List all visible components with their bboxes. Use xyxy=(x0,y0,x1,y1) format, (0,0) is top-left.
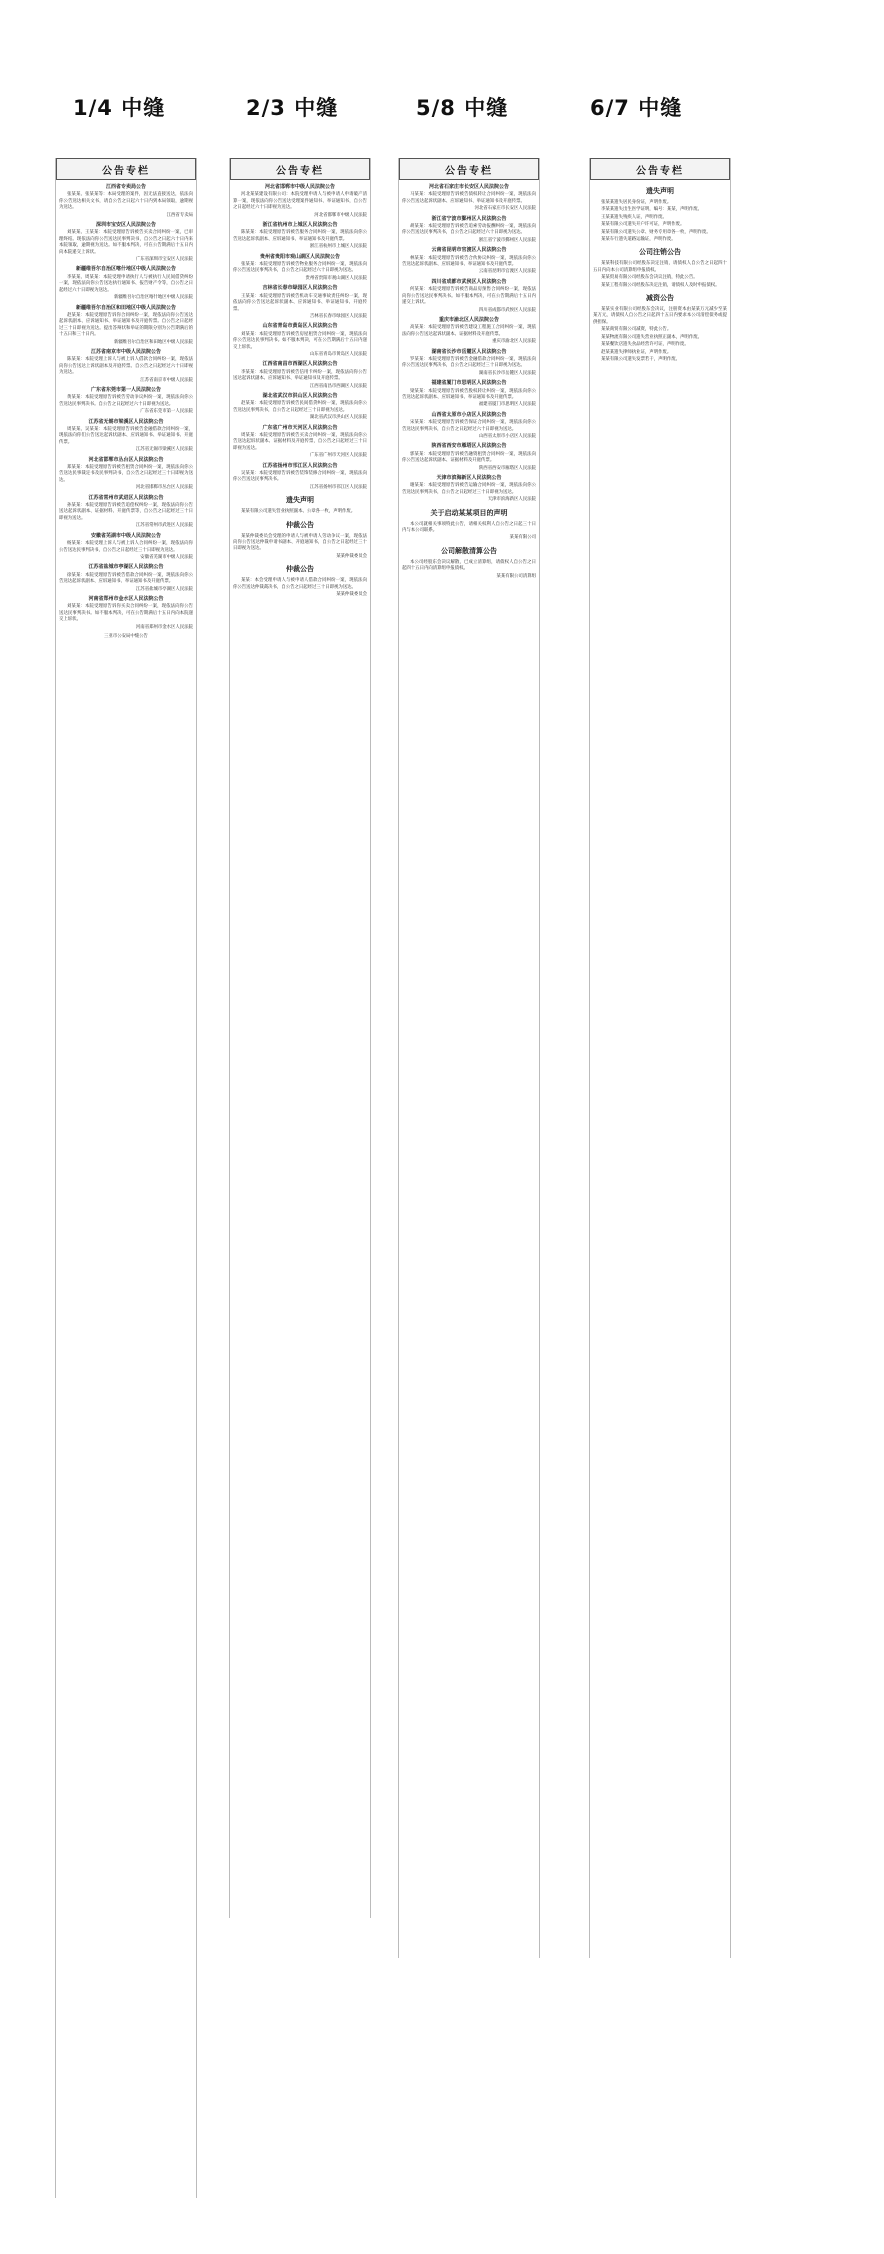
notice-title: 河北省邯郸市中级人民法院公告 xyxy=(264,184,335,190)
notice-title: 山东省青岛市黄岛区人民法院公告 xyxy=(262,323,338,330)
notice-sign: 吉林省长春市绿园区人民法院 xyxy=(309,313,367,319)
notice-title: 安徽省芜湖市中级人民法院公告 xyxy=(90,532,161,539)
notice-text: 赵某某遗失律师执业证，声明作废。 xyxy=(601,349,672,355)
notice-text: 张某某遗失居民身份证，声明作废。 xyxy=(601,200,672,205)
notice-title: 广东省广州市天河区人民法院公告 xyxy=(262,424,338,431)
notice-title: 陕西省西安市雁塔区人民法院公告 xyxy=(431,443,507,450)
notice-text: 郭某某：本院受理原告诉被告融资租赁合同纠纷一案，现依法向你公告送达起诉状副本、证据材料及开庭传票。 xyxy=(402,451,536,464)
notice-text: 某某贸易有限公司经股东会决议注销，特此公告。 xyxy=(601,275,698,281)
notice-text: 李某某、周某某：本院受理申请执行人与被执行人民间借贷纠纷一案，现依法向你公告送达执行通知书、报告财产令等，自公告之日起经过六十日即视为送达。 xyxy=(59,274,193,293)
notice-sign: 某某仲裁委员会 xyxy=(336,592,367,598)
notice-title: 广东省东莞市第一人民法院公告 xyxy=(90,386,161,393)
notice-title: 深圳市宝安区人民法院公告 xyxy=(95,222,156,229)
notice-text: 某某有限公司遗失营业执照副本、公章各一枚，声明作废。 xyxy=(241,509,356,515)
notice-text: 刘某某、王某某：本院受理原告诉被告买卖合同纠纷一案，已审理终结。现依法向你公告送达民事判决书，自公告之日起六十日内来本院领取，逾期视为送达。如不服本判决，可在公告期满后十五日内向本院递交上诉状。 xyxy=(59,230,193,255)
notice-text: 张某某、张某某等：本局受理的案件，因无法直接送达，依法向你公告送达相关文书，请自公告之日起六十日内到本局领取，逾期视为送达。 xyxy=(59,192,193,211)
notice-sign: 湖南省长沙市岳麓区人民法院 xyxy=(478,370,536,376)
notice-title: 福建省厦门市思明区人民法院公告 xyxy=(431,380,507,387)
notice-title: 重庆市渝北区人民法院公告 xyxy=(438,316,499,323)
notice-text: 某某商贸有限公司减资，特此公告。 xyxy=(601,327,672,333)
section-heading: 仲裁公告 xyxy=(286,520,314,529)
notice-sign: 某某有限公司清算组 xyxy=(496,573,536,579)
section-heading: 关于启动某某项目的声明 xyxy=(430,508,508,517)
notice-sign: 贵州省贵阳市观山湖区人民法院 xyxy=(305,275,367,281)
notice-title: 河南省郑州市金水区人民法院公告 xyxy=(88,595,164,602)
notice-sign: 河北省石家庄市长安区人民法院 xyxy=(474,206,536,212)
notice-column xyxy=(55,158,197,2198)
column-body xyxy=(399,180,539,585)
notice-text: 何某某：本院受理原告诉被告商品房预售合同纠纷一案，现依法向你公告送达民事判决书。如不服本判决，可在公告期满后十五日内递交上诉状。 xyxy=(402,287,536,306)
column-header: 公告专栏 xyxy=(230,158,370,180)
notice-sign: 新疆维吾尔自治区和田地区中级人民法院 xyxy=(113,339,193,345)
notice-title: 江苏省扬州市邗江区人民法院公告 xyxy=(262,462,338,469)
notice-text: 高某某：本院受理原告诉被告建设工程施工合同纠纷一案，现依法向你公告送达起诉状副本、证据材料及开庭传票。 xyxy=(402,325,536,337)
notice-sign: 河北省邯郸市中级人民法院 xyxy=(314,212,367,218)
notice-sign: 福建省厦门市思明区人民法院 xyxy=(478,402,536,408)
notice-sign: 陕西省西安市雁塔区人民法院 xyxy=(478,465,536,471)
notice-title: 江苏省南京市中级人民法院公告 xyxy=(90,348,161,355)
notice-text: 郑某某：本院受理原告诉被告租赁合同纠纷一案，现依法向你公告送达民事裁定书及民事判决书，自公告之日起经过三十日即视为送达。 xyxy=(59,465,193,483)
notice-text: 吴某某：本院受理原告诉被告装饰装修合同纠纷一案，现依法向你公告送达民事判决书。 xyxy=(233,471,367,483)
notice-text: 刘某某：本院受理原告诉你买卖合同纠纷一案，现依法向你公告送达民事判决书。如不服本判决，可在公告期满后十五日内向本院递交上诉状。 xyxy=(59,604,193,623)
column-footer: 三亚市公安局中缝公告 xyxy=(104,633,148,639)
notice-title: 新疆维吾尔自治区喀什地区中级人民法院公告 xyxy=(75,266,176,273)
notice-sign: 河北省邯郸市丛台区人民法院 xyxy=(135,485,193,491)
notice-sign: 浙江省宁波市鄞州区人民法院 xyxy=(478,237,536,243)
notice-text: 陈某某：本院受理原告诉被告服务合同纠纷一案，现依法向你公告送达起诉状副本、应诉通知书、举证通知书及开庭传票。 xyxy=(233,230,367,242)
notice-title: 浙江省杭州市上城区人民法院公告 xyxy=(262,222,338,229)
notice-sign: 浙江省杭州市上城区人民法院 xyxy=(309,244,367,250)
notice-text: 本公司就相关事项特此公告，请相关权利人自公告之日起三十日内与本公司联系。 xyxy=(402,521,536,534)
notice-title: 新疆维吾尔自治区和田地区中级人民法院公告 xyxy=(75,304,176,311)
notice-text: 某某科技有限公司经股东决定注销，请债权人自公告之日起四十五日内向本公司清算组申报债权。 xyxy=(593,261,727,273)
notice-sign: 广东省广州市天河区人民法院 xyxy=(309,453,367,459)
notice-text: 某某工程有限公司经股东决定注销，请债权人及时申报债权。 xyxy=(601,282,720,288)
notice-sign: 天津市滨海新区人民法院 xyxy=(487,497,536,503)
notice-text: 周某某：本院受理原告诉被告买卖合同纠纷一案，现依法向你公告送达起诉状副本、证据材料及开庭传票，自公告之日起经过三十日即视为送达。 xyxy=(233,433,367,451)
notice-text: 陈某某：本院受理上诉人与被上诉人借款合同纠纷一案，现依法向你公告送达上诉状副本及开庭传票。自公告之日起经过六十日即视为送达。 xyxy=(59,357,193,376)
section-heading: 公司注销公告 xyxy=(639,248,681,257)
notice-text: 本公司经股东会决议解散，已成立清算组，请债权人自公告之日起四十五日内向清算组申报债权。 xyxy=(402,559,536,572)
section-heading: 遗失声明 xyxy=(646,187,674,195)
notice-sign: 新疆维吾尔自治区喀什地区中级人民法院 xyxy=(113,295,193,301)
notice-column xyxy=(229,158,371,1918)
notice-sign: 江苏省南京市中级人民法院 xyxy=(140,377,193,383)
notice-title: 江苏省盐城市亭湖区人民法院公告 xyxy=(88,564,164,571)
notice-text: 李某某遗失出生医学证明，编号：某某，声明作废。 xyxy=(601,207,702,213)
page-label: 2/3 中缝 xyxy=(246,96,339,120)
notice-text: 某某：本会受理申请人与被申请人借款合同纠纷一案，现依法向你公告送达仲裁裁决书，自公告之日起经过三十日即视为送达。 xyxy=(233,578,367,590)
notice-sign: 山西省太原市小店区人民法院 xyxy=(478,434,536,439)
notice-text: 刘某某：本院受理原告诉被告房屋租赁合同纠纷一案，现依法向你公告送达民事判决书。如不服本判决，可在公告期满后十五日内递交上诉状。 xyxy=(233,331,367,350)
notice-text: 某某物流有限公司遗失营业执照正副本，声明作废。 xyxy=(601,334,702,340)
notice-sign: 某某有限公司 xyxy=(509,535,536,541)
notice-text: 谢某某：本院受理原告诉被告运输合同纠纷一案，现依法向你公告送达民事判决书，自公告之日起经过三十日即视为送达。 xyxy=(402,483,536,495)
section-heading: 仲裁公告 xyxy=(286,565,314,574)
notice-title: 山西省太原市小店区人民法院公告 xyxy=(431,411,507,418)
notice-title: 河北省邯郸市丛台区人民法院公告 xyxy=(88,456,164,463)
section-heading: 减资公告 xyxy=(646,294,674,303)
section-heading: 公司解散清算公告 xyxy=(441,546,497,555)
notice-sign: 山东省青岛市黄岛区人民法院 xyxy=(309,351,367,357)
notice-text: 梁某某：本院受理原告诉被告股权转让纠纷一案，现依法向你公告送达起诉状副本、应诉通知书、举证通知书及开庭传票。 xyxy=(402,388,536,400)
page-label: 5/8 中缝 xyxy=(416,96,509,120)
notice-column xyxy=(589,158,731,1958)
column-header: 公告专栏 xyxy=(56,158,196,180)
notice-sign: 重庆市渝北区人民法院 xyxy=(492,339,536,345)
column-body xyxy=(590,180,730,366)
notice-text: 马某某：本院受理原告诉被告债权转让合同纠纷一案，现依法向你公告送达起诉状副本、应诉通知书、举证通知书及开庭传票。 xyxy=(402,192,536,204)
notice-sign: 四川省成都市武侯区人民法院 xyxy=(478,307,536,313)
notice-text: 河北某某建设有限公司：本院受理申请人与被申请人申请破产清算一案，现依法向你公告送达受理案件通知书、举证通知书，自公告之日起经过六十日即视为送达。 xyxy=(233,192,367,211)
page-label: 6/7 中缝 xyxy=(590,96,683,120)
notice-sign: 广东省东莞市第一人民法院 xyxy=(140,409,193,415)
notice-text: 某某有限公司遗失发票若干，声明作废。 xyxy=(601,356,681,362)
notice-sign: 江苏省盐城市亭湖区人民法院 xyxy=(135,586,193,592)
notice-text: 王某某：本院受理原告诉被告机动车交通事故责任纠纷一案，现依法向你公告送达起诉状副本、应诉通知书、举证通知书、开庭传票。 xyxy=(233,293,367,312)
notice-text: 孙某某：本院受理原告诉被告追偿权纠纷一案，现依法向你公告送达起诉状副本、证据材料、开庭传票等，自公告之日起经过三十日即视为送达。 xyxy=(59,503,193,521)
notice-title: 江苏省无锡市梁溪区人民法院公告 xyxy=(88,418,164,425)
notice-text: 王某某遗失残疾人证，声明作废。 xyxy=(601,214,667,220)
notice-text: 张某某：本院受理原告诉被告物业服务合同纠纷一案，现依法向你公告送达民事判决书，自公告之日起经过六十日即视为送达。 xyxy=(233,262,367,274)
notice-title: 贵州省贵阳市观山湖区人民法院公告 xyxy=(259,253,340,260)
notice-sign: 江苏省扬州市邗江区人民法院 xyxy=(309,484,367,490)
notice-text: 赵某某：本院受理原告诉被告民间借贷纠纷一案，现依法向你公告送达民事判决书，自公告之日起经过三十日即视为送达。 xyxy=(233,401,367,413)
notice-title: 四川省成都市武侯区人民法院公告 xyxy=(431,278,507,285)
notice-text: 某某实业有限公司经股东会决议，注册资本由某某万元减少至某某万元，请债权人自公告之日起四十五日内要求本公司清偿债务或提供担保。 xyxy=(593,307,727,325)
notice-sign: 江西省专卖局 xyxy=(166,212,193,218)
notice-text: 某某有限公司遗失开户许可证，声明作废。 xyxy=(601,222,685,228)
notice-title: 湖北省武汉市洪山区人民法院公告 xyxy=(262,392,338,399)
notice-text: 某某餐饮店遗失食品经营许可证，声明作废。 xyxy=(601,342,689,348)
notice-title: 湖南省长沙市岳麓区人民法院公告 xyxy=(431,348,507,355)
notice-sign: 江苏省无锡市梁溪区人民法院 xyxy=(135,447,193,453)
notice-text: 黄某某：本院受理原告诉被告劳动争议纠纷一案，现依法向你公告送达民事判决书。自公告之日起经过六十日即视为送达。 xyxy=(59,395,193,407)
notice-text: 赵某某：本院受理原告诉你合同纠纷一案，现依法向你公告送达起诉状副本、应诉通知书、举证通知书及开庭传票。自公告之日起经过三十日即视为送达。提出答辩状和举证的期限分别为公告期满后的十五日和三十日内。 xyxy=(59,312,193,338)
notice-sign: 河南省郑州市金水区人民法院 xyxy=(135,624,193,630)
column-body xyxy=(230,180,370,604)
section-heading: 遗失声明 xyxy=(286,496,314,505)
notice-text: 胡某某：本院受理原告诉被告追索劳动报酬纠纷一案，现依法向你公告送达民事判决书，自公告之日起经过六十日即视为送达。 xyxy=(402,224,536,236)
notice-text: 某某车行遗失道路运输证，声明作废。 xyxy=(601,237,676,243)
notice-sign: 江西省南昌市西湖区人民法院 xyxy=(309,383,367,389)
column-header: 公告专栏 xyxy=(399,158,539,180)
notice-text: 林某某：本院受理原告诉被告合伙协议纠纷一案，现依法向你公告送达起诉状副本、应诉通知书、举证通知书及开庭传票。 xyxy=(402,255,536,268)
notice-text: 徐某某：本院受理原告诉被告借款合同纠纷一案，现依法向你公告送达起诉状副本、应诉通知书、举证通知书及开庭传票。 xyxy=(59,572,193,585)
column-body xyxy=(56,180,196,642)
notice-text: 宋某某：本院受理原告诉被告保证合同纠纷一案，现依法向你公告送达民事判决书，自公告之日起经过六十日即视为送达。 xyxy=(402,420,536,432)
notice-text: 某某仲裁委员会受理的申请人与被申请人劳动争议一案，现依法向你公告送达仲裁申请书副本、开庭通知书，自公告之日起经过三十日即视为送达。 xyxy=(233,533,367,552)
notice-column xyxy=(398,158,540,1958)
notice-title: 浙江省宁波市鄞州区人民法院公告 xyxy=(431,215,507,222)
notice-text: 罗某某：本院受理原告诉被告金融借款合同纠纷一案，现依法向你公告送达民事判决书，自公告之日起经过三十日即视为送达。 xyxy=(402,356,536,369)
notice-title: 江苏省常州市武进区人民法院公告 xyxy=(88,494,164,501)
notice-title: 江西省专卖局公告 xyxy=(105,184,146,190)
notice-title: 吉林省长春市绿园区人民法院公告 xyxy=(262,285,338,292)
notice-title: 河北省石家庄市长安区人民法院公告 xyxy=(428,184,509,190)
notice-sign: 某某仲裁委员会 xyxy=(336,553,367,559)
notice-text: 某某有限公司遗失公章、财务专用章各一枚，声明作废。 xyxy=(601,229,711,235)
notice-sign: 云南省昆明市官渡区人民法院 xyxy=(478,269,536,275)
notice-title: 云南省昆明市官渡区人民法院公告 xyxy=(431,247,507,254)
notice-sign: 广东省深圳市宝安区人民法院 xyxy=(135,257,193,263)
notice-text: 杨某某：本院受理上诉人与被上诉人合同纠纷一案，现依法向你公告送达民事判决书，自公告之日起经过三十日即视为送达。 xyxy=(59,541,193,553)
notice-text: 周某某、吴某某：本院受理原告诉被告金融借款合同纠纷一案，现依法向你们公告送达起诉状副本、应诉通知书、举证通知书、开庭传票。 xyxy=(59,427,193,445)
notice-sign: 江苏省常州市武进区人民法院 xyxy=(135,523,193,529)
notice-title: 天津市滨海新区人民法院公告 xyxy=(436,475,502,482)
notice-sign: 湖北省武汉市洪山区人民法院 xyxy=(309,415,367,421)
notice-text: 李某某：本院受理原告诉被告信用卡纠纷一案，现依法向你公告送达起诉状副本、应诉通知书、举证通知书及开庭传票。 xyxy=(233,369,367,382)
notice-title: 江西省南昌市西湖区人民法院公告 xyxy=(262,361,338,368)
page-label: 1/4 中缝 xyxy=(73,96,166,120)
column-header: 公告专栏 xyxy=(590,158,730,180)
notice-sign: 安徽省芜湖市中级人民法院 xyxy=(140,554,193,560)
